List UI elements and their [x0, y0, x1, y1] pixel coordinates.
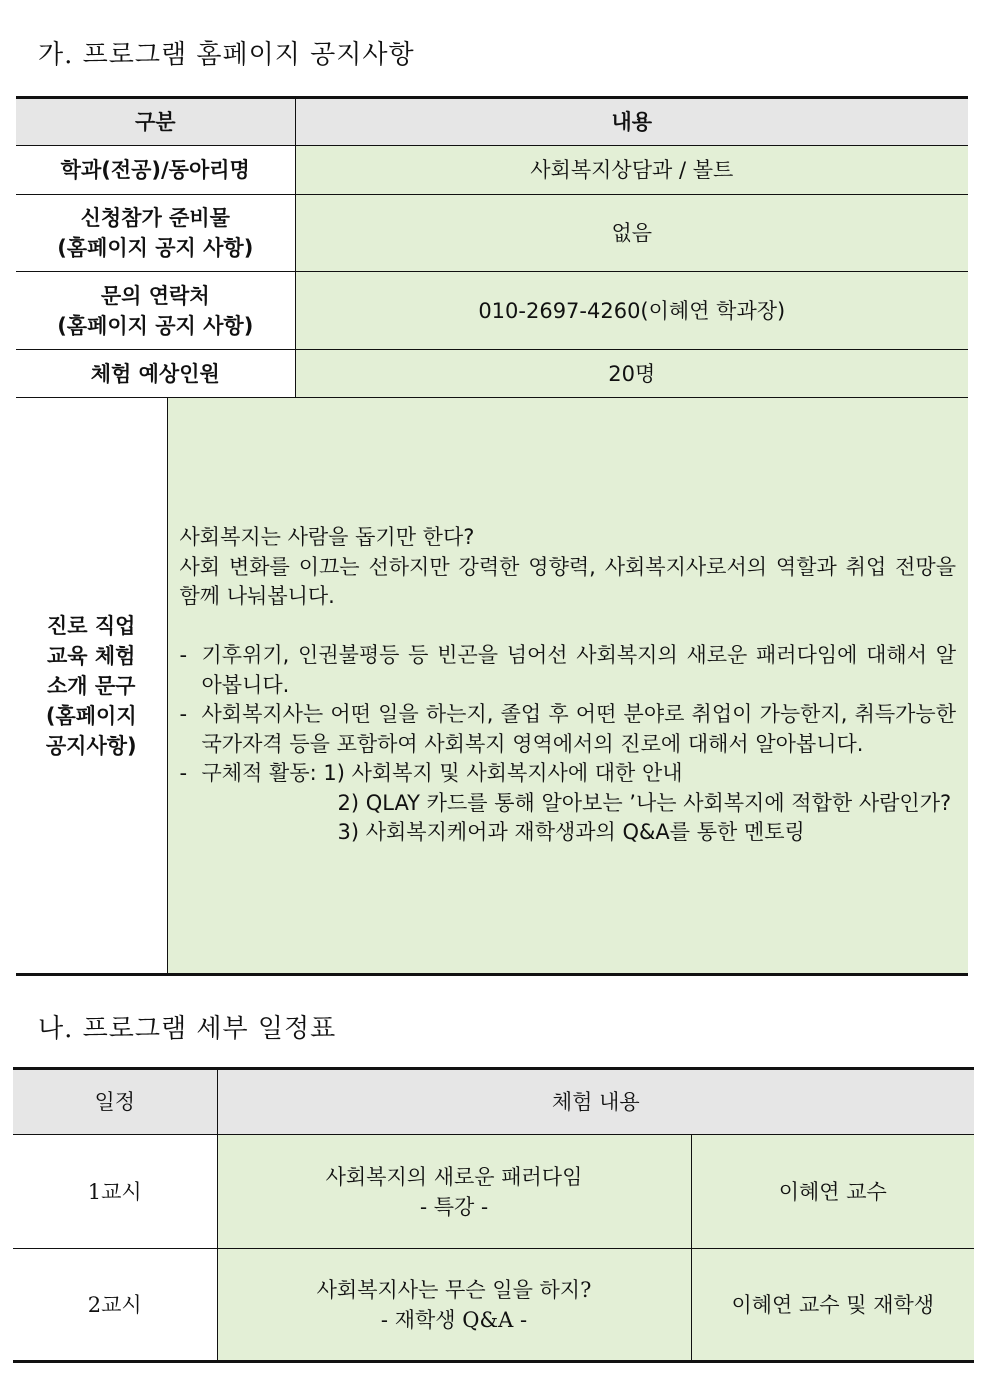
intro-bullet: - 기후위기, 인권불평등 등 빈곤을 넘어선 사회복지의 새로운 패러다임에 대해서 알아봅니다. — [179, 643, 957, 697]
row-label-intro: 진로 직업 교육 체험 소개 문구 (홈페이지 공지사항) — [16, 398, 167, 975]
section-heading-notice: 가. 프로그램 홈페이지 공지사항 — [38, 40, 415, 70]
table-row — [16, 272, 968, 350]
row-value-contact: 010-2697-4260(이혜연 학과장) — [295, 272, 968, 350]
intro-activity: 2) QLAY 카드를 통해 알아보는 ’나는 사회복지에 적합한 사람인가? — [337, 790, 952, 815]
schedule-content: 사회복지의 새로운 패러다임 - 특강 - — [217, 1135, 691, 1249]
intro-bullet: - 사회복지사는 어떤 일을 하는지, 졸업 후 어떤 분야로 취업이 가능한지, 취득가능한 국가자격 등을 포함하여 사회복지 영역에서의 진로에 대해서 알아봅니다. — [179, 702, 957, 756]
table-row — [16, 350, 968, 398]
intro-summary: 사회 변화를 이끄는 선하지만 강력한 영향력, 사회복지사로서의 역할과 취업 전망을 함께 나눠봅니다. — [179, 554, 957, 609]
table-row — [13, 1249, 974, 1362]
section-heading-schedule: 나. 프로그램 세부 일정표 — [38, 1014, 337, 1044]
row-value-supplies: 없음 — [295, 195, 968, 272]
intro-text — [168, 523, 969, 848]
table-row — [13, 1135, 974, 1249]
row-value-intro — [167, 398, 968, 975]
header-category: 구분 — [16, 98, 295, 146]
table-row — [16, 195, 968, 272]
header-activity: 체험 내용 — [217, 1069, 974, 1135]
schedule-instructor: 이혜연 교수 — [691, 1135, 974, 1249]
row-label-supplies: 신청참가 준비물 (홈페이지 공지 사항) — [16, 195, 295, 272]
row-label-department: 학과(전공)/동아리명 — [16, 146, 295, 195]
row-label-contact: 문의 연락처 (홈페이지 공지 사항) — [16, 272, 295, 350]
schedule-content: 사회복지사는 무슨 일을 하지? - 재학생 Q&A - — [217, 1249, 691, 1362]
schedule-period: 1교시 — [13, 1135, 217, 1249]
header-content: 내용 — [295, 98, 968, 146]
header-schedule: 일정 — [13, 1069, 217, 1135]
row-value-department: 사회복지상담과 / 볼트 — [295, 146, 968, 195]
row-value-participants: 20명 — [295, 350, 968, 398]
table-row-intro — [16, 398, 968, 975]
intro-activity: 3) 사회복지케어과 재학생과의 Q&A를 통한 멘토링 — [337, 820, 805, 845]
intro-bullet-activities: - 구체적 활동: 1) 사회복지 및 사회복지사에 대한 안내 — [179, 761, 683, 786]
intro-question: 사회복지는 사람을 돕기만 한다? — [179, 525, 475, 550]
schedule-period: 2교시 — [13, 1249, 217, 1362]
schedule-table — [13, 1067, 974, 1363]
table-row — [16, 146, 968, 195]
notice-table — [16, 96, 968, 976]
row-label-participants: 체험 예상인원 — [16, 350, 295, 398]
schedule-instructor: 이혜연 교수 및 재학생 — [691, 1249, 974, 1362]
